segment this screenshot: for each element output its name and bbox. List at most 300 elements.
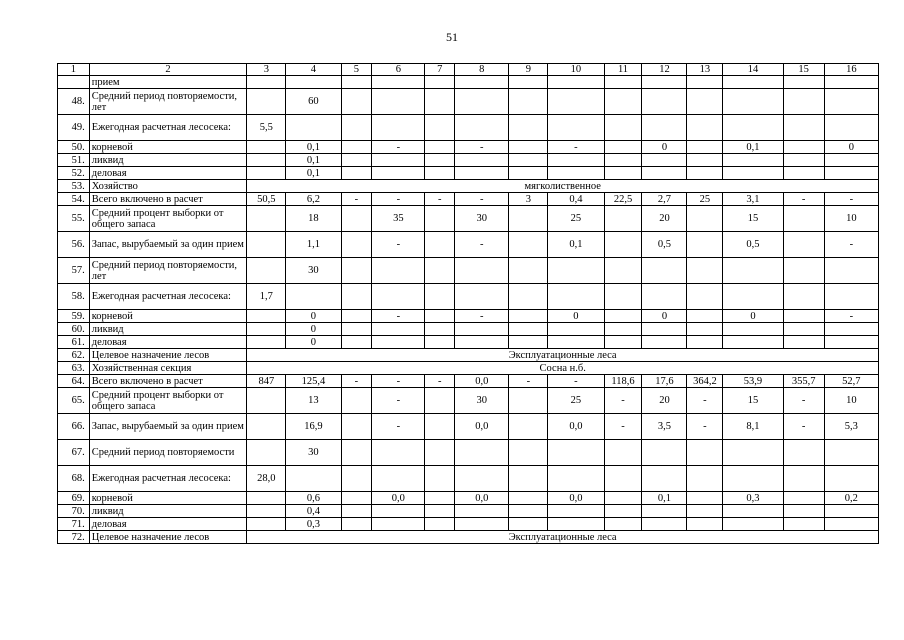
table-cell (723, 258, 783, 284)
table-cell (824, 284, 878, 310)
table-cell (604, 492, 642, 505)
row-number: 50. (58, 141, 90, 154)
table-cell (824, 440, 878, 466)
row-name: Хозяйство (89, 180, 247, 193)
table-cell (604, 76, 642, 89)
column-header: 16 (824, 64, 878, 76)
table-cell (687, 336, 723, 349)
table-cell: - (548, 375, 604, 388)
table-cell: - (341, 375, 372, 388)
row-number: 53. (58, 180, 90, 193)
table-cell: 0,0 (548, 414, 604, 440)
table-cell (824, 167, 878, 180)
table-row (58, 154, 879, 167)
table-cell (455, 505, 509, 518)
table-cell (286, 76, 341, 89)
table-cell (341, 258, 372, 284)
row-name: Всего включено в расчет (89, 193, 247, 206)
column-header: 11 (604, 64, 642, 76)
table-cell (341, 440, 372, 466)
row-number: 68. (58, 466, 90, 492)
table-cell: 5,5 (247, 115, 286, 141)
table-cell: 10 (824, 388, 878, 414)
table-cell (509, 206, 548, 232)
table-cell (509, 89, 548, 115)
row-name: Целевое назначение лесов (89, 531, 247, 544)
table-cell (509, 232, 548, 258)
table-cell (341, 518, 372, 531)
table-cell (425, 323, 455, 336)
row-number: 67. (58, 440, 90, 466)
table-cell (687, 323, 723, 336)
column-header: 15 (783, 64, 824, 76)
column-header: 3 (247, 64, 286, 76)
column-header: 14 (723, 64, 783, 76)
table-cell (247, 141, 286, 154)
table-cell (247, 505, 286, 518)
row-name: ликвид (89, 505, 247, 518)
table-cell (642, 89, 687, 115)
table-cell (687, 167, 723, 180)
row-name: корневой (89, 141, 247, 154)
table-cell (642, 466, 687, 492)
table-cell (642, 440, 687, 466)
table-row (58, 193, 879, 206)
table-cell (341, 336, 372, 349)
table-cell (372, 336, 425, 349)
table-cell (455, 284, 509, 310)
table-cell: 0,0 (455, 492, 509, 505)
table-cell (548, 284, 604, 310)
row-number: 54. (58, 193, 90, 206)
table-cell (425, 154, 455, 167)
table-cell (247, 167, 286, 180)
table-cell: - (604, 388, 642, 414)
table-cell (425, 89, 455, 115)
spanning-value: Эксплуатационные леса (247, 349, 879, 362)
table-cell (247, 258, 286, 284)
table-cell (509, 167, 548, 180)
column-header: 9 (509, 64, 548, 76)
forest-data-table (57, 63, 879, 544)
table-row (58, 505, 879, 518)
table-cell: 17,6 (642, 375, 687, 388)
table-cell (824, 518, 878, 531)
table-cell (247, 323, 286, 336)
table-cell (642, 115, 687, 141)
table-cell: - (372, 141, 425, 154)
table-cell (687, 258, 723, 284)
table-cell (783, 284, 824, 310)
table-cell: 0,2 (824, 492, 878, 505)
table-cell (509, 505, 548, 518)
table-cell: 0,1 (723, 141, 783, 154)
table-cell (372, 258, 425, 284)
table-cell (604, 466, 642, 492)
table-cell: 8,1 (723, 414, 783, 440)
table-cell (604, 336, 642, 349)
table-cell (247, 414, 286, 440)
table-cell: 0 (286, 336, 341, 349)
row-name: Средний период повторяемости (89, 440, 247, 466)
table-cell: 118,6 (604, 375, 642, 388)
column-header: 4 (286, 64, 341, 76)
table-cell (723, 76, 783, 89)
table-cell (824, 115, 878, 141)
table-cell: 0 (286, 323, 341, 336)
table-row (58, 336, 879, 349)
row-name: ликвид (89, 323, 247, 336)
row-name: прием (89, 76, 247, 89)
table-cell: 3,5 (642, 414, 687, 440)
table-cell (455, 76, 509, 89)
table-row (58, 440, 879, 466)
table-cell (372, 284, 425, 310)
table-cell (604, 167, 642, 180)
table-cell: 0,1 (286, 167, 341, 180)
table-cell: 3,1 (723, 193, 783, 206)
table-cell (509, 154, 548, 167)
table-cell: 0,1 (548, 232, 604, 258)
table-cell: 30 (455, 206, 509, 232)
table-cell: 52,7 (824, 375, 878, 388)
table-row (58, 362, 879, 375)
spanning-value: Эксплуатационные леса (247, 531, 879, 544)
table-row (58, 375, 879, 388)
row-name: деловая (89, 518, 247, 531)
table-cell (509, 284, 548, 310)
table-cell: - (372, 232, 425, 258)
table-cell (425, 76, 455, 89)
table-cell (247, 492, 286, 505)
table-cell (372, 154, 425, 167)
table-cell: - (341, 193, 372, 206)
row-number: 57. (58, 258, 90, 284)
table-cell: 0,6 (286, 492, 341, 505)
row-name: деловая (89, 167, 247, 180)
table-cell: - (824, 232, 878, 258)
row-name: деловая (89, 336, 247, 349)
row-number: 60. (58, 323, 90, 336)
table-cell: 0,3 (286, 518, 341, 531)
table-cell: 28,0 (247, 466, 286, 492)
table-cell (604, 505, 642, 518)
table-cell: - (687, 388, 723, 414)
table-cell (783, 167, 824, 180)
table-cell: 30 (286, 258, 341, 284)
row-name: Целевое назначение лесов (89, 349, 247, 362)
table-row (58, 115, 879, 141)
row-name: корневой (89, 310, 247, 323)
table-cell (687, 154, 723, 167)
table-cell (687, 89, 723, 115)
table-cell (783, 323, 824, 336)
table-cell (783, 518, 824, 531)
column-header: 8 (455, 64, 509, 76)
table-cell (372, 76, 425, 89)
table-cell (548, 154, 604, 167)
table-cell (455, 115, 509, 141)
table-cell (642, 167, 687, 180)
table-cell (723, 323, 783, 336)
table-row (58, 76, 879, 89)
table-cell (455, 336, 509, 349)
table-cell (425, 492, 455, 505)
table-cell: 0,5 (723, 232, 783, 258)
table-cell (687, 232, 723, 258)
row-name: Ежегодная расчетная лесосека: (89, 115, 247, 141)
table-cell: - (824, 310, 878, 323)
table-cell (548, 76, 604, 89)
table-cell: 0 (286, 310, 341, 323)
column-header: 7 (425, 64, 455, 76)
table-cell (604, 310, 642, 323)
table-cell: 16,9 (286, 414, 341, 440)
table-cell (687, 518, 723, 531)
row-number: 71. (58, 518, 90, 531)
table-cell: - (455, 141, 509, 154)
table-cell (509, 388, 548, 414)
table-cell (425, 440, 455, 466)
table-row (58, 284, 879, 310)
table-cell: - (372, 375, 425, 388)
table-cell (687, 206, 723, 232)
table-cell (425, 388, 455, 414)
table-cell (509, 76, 548, 89)
table-cell (341, 232, 372, 258)
table-cell (372, 167, 425, 180)
table-cell: - (604, 414, 642, 440)
table-cell: 1,7 (247, 284, 286, 310)
table-cell: 2,7 (642, 193, 687, 206)
table-cell (783, 336, 824, 349)
table-cell (341, 323, 372, 336)
table-cell: - (455, 232, 509, 258)
spanning-value: Сосна н.б. (247, 362, 879, 375)
table-cell (604, 440, 642, 466)
table-cell: 20 (642, 388, 687, 414)
table-cell: 364,2 (687, 375, 723, 388)
table-cell (341, 414, 372, 440)
table-cell (425, 310, 455, 323)
row-number: 59. (58, 310, 90, 323)
table-cell (824, 336, 878, 349)
table-cell: 18 (286, 206, 341, 232)
table-cell: - (455, 193, 509, 206)
table-cell: 60 (286, 89, 341, 115)
table-cell (783, 505, 824, 518)
table-cell (425, 141, 455, 154)
table-cell: 0 (723, 310, 783, 323)
row-number: 48. (58, 89, 90, 115)
table-cell: - (783, 388, 824, 414)
table-row (58, 89, 879, 115)
table-cell (341, 141, 372, 154)
table-cell (247, 154, 286, 167)
row-name: ликвид (89, 154, 247, 167)
table-cell (509, 414, 548, 440)
table-row (58, 518, 879, 531)
table-cell (604, 518, 642, 531)
table-cell (548, 167, 604, 180)
table-cell (455, 466, 509, 492)
row-number: 49. (58, 115, 90, 141)
table-cell (247, 76, 286, 89)
table-cell: - (425, 375, 455, 388)
table-cell (548, 505, 604, 518)
table-cell (455, 323, 509, 336)
table-cell (341, 206, 372, 232)
row-number: 64. (58, 375, 90, 388)
table-cell (247, 518, 286, 531)
row-number: 56. (58, 232, 90, 258)
table-cell: - (372, 193, 425, 206)
table-cell (425, 414, 455, 440)
table-cell (455, 518, 509, 531)
table-cell: 15 (723, 388, 783, 414)
row-number: 52. (58, 167, 90, 180)
table-cell: - (548, 141, 604, 154)
table-cell (548, 440, 604, 466)
table-cell (604, 89, 642, 115)
row-number: 69. (58, 492, 90, 505)
table-cell (723, 466, 783, 492)
table-cell (783, 141, 824, 154)
table-row (58, 466, 879, 492)
table-cell (604, 206, 642, 232)
table-cell (247, 206, 286, 232)
table-cell (642, 154, 687, 167)
table-cell: 355,7 (783, 375, 824, 388)
table-cell: 25 (687, 193, 723, 206)
table-cell (642, 258, 687, 284)
table-row (58, 310, 879, 323)
table-cell (425, 518, 455, 531)
table-cell (548, 336, 604, 349)
table-cell (783, 206, 824, 232)
table-cell (604, 284, 642, 310)
table-cell (509, 466, 548, 492)
table-cell (425, 167, 455, 180)
table-cell (509, 323, 548, 336)
row-number (58, 76, 90, 89)
table-cell: - (687, 414, 723, 440)
table-cell (509, 258, 548, 284)
table-cell (824, 323, 878, 336)
table-cell (604, 154, 642, 167)
table-cell (372, 440, 425, 466)
table-cell (341, 492, 372, 505)
table-cell (723, 336, 783, 349)
table-cell (425, 505, 455, 518)
table-cell (723, 115, 783, 141)
row-number: 55. (58, 206, 90, 232)
table-cell (425, 258, 455, 284)
table-cell (783, 440, 824, 466)
table-cell (783, 232, 824, 258)
table-cell (509, 141, 548, 154)
table-cell (604, 115, 642, 141)
table-cell (604, 232, 642, 258)
table-cell (548, 258, 604, 284)
table-row (58, 388, 879, 414)
row-number: 62. (58, 349, 90, 362)
table-cell (509, 115, 548, 141)
table-cell: 1,1 (286, 232, 341, 258)
column-header: 5 (341, 64, 372, 76)
table-cell: 0 (824, 141, 878, 154)
table-row (58, 349, 879, 362)
row-name: Запас, вырубаемый за один прием (89, 232, 247, 258)
table-cell (783, 466, 824, 492)
table-cell (509, 310, 548, 323)
table-cell (824, 154, 878, 167)
row-name: Средний процент выборки от общего запаса (89, 206, 247, 232)
column-header: 12 (642, 64, 687, 76)
table-cell (509, 518, 548, 531)
table-cell (372, 323, 425, 336)
table-cell: 15 (723, 206, 783, 232)
table-cell (548, 323, 604, 336)
table-cell (455, 154, 509, 167)
table-cell (687, 492, 723, 505)
row-name: Хозяйственная секция (89, 362, 247, 375)
table-cell: - (783, 193, 824, 206)
table-row (58, 206, 879, 232)
table-cell (455, 167, 509, 180)
row-name: Всего включено в расчет (89, 375, 247, 388)
table-cell (455, 89, 509, 115)
table-cell: - (372, 310, 425, 323)
table-cell (687, 76, 723, 89)
table-cell: 30 (286, 440, 341, 466)
row-name: Ежегодная расчетная лесосека: (89, 466, 247, 492)
table-cell: 13 (286, 388, 341, 414)
table-cell: 0,1 (286, 154, 341, 167)
table-cell (247, 388, 286, 414)
table-cell (286, 284, 341, 310)
table-cell (723, 440, 783, 466)
table-cell: - (509, 375, 548, 388)
table-cell (687, 310, 723, 323)
table-cell (687, 141, 723, 154)
table-cell (783, 89, 824, 115)
table-cell (425, 232, 455, 258)
table-cell: 0 (642, 310, 687, 323)
table-row (58, 531, 879, 544)
table-cell: 0,0 (455, 414, 509, 440)
column-header: 1 (58, 64, 90, 76)
table-header-row (58, 64, 879, 76)
table-cell (341, 505, 372, 518)
table-cell (341, 115, 372, 141)
table-cell (341, 76, 372, 89)
table-cell (723, 284, 783, 310)
row-name: Средний процент выборки от общего запаса (89, 388, 247, 414)
table-cell: 0,1 (642, 492, 687, 505)
column-header: 13 (687, 64, 723, 76)
table-cell (425, 115, 455, 141)
table-cell (687, 115, 723, 141)
table-cell (372, 518, 425, 531)
page-number: 51 (446, 30, 458, 44)
row-number: 63. (58, 362, 90, 375)
table-cell (425, 466, 455, 492)
table-cell (548, 466, 604, 492)
table-cell (824, 505, 878, 518)
row-name: Средний период повторяемости, лет (89, 258, 247, 284)
table-cell (455, 258, 509, 284)
